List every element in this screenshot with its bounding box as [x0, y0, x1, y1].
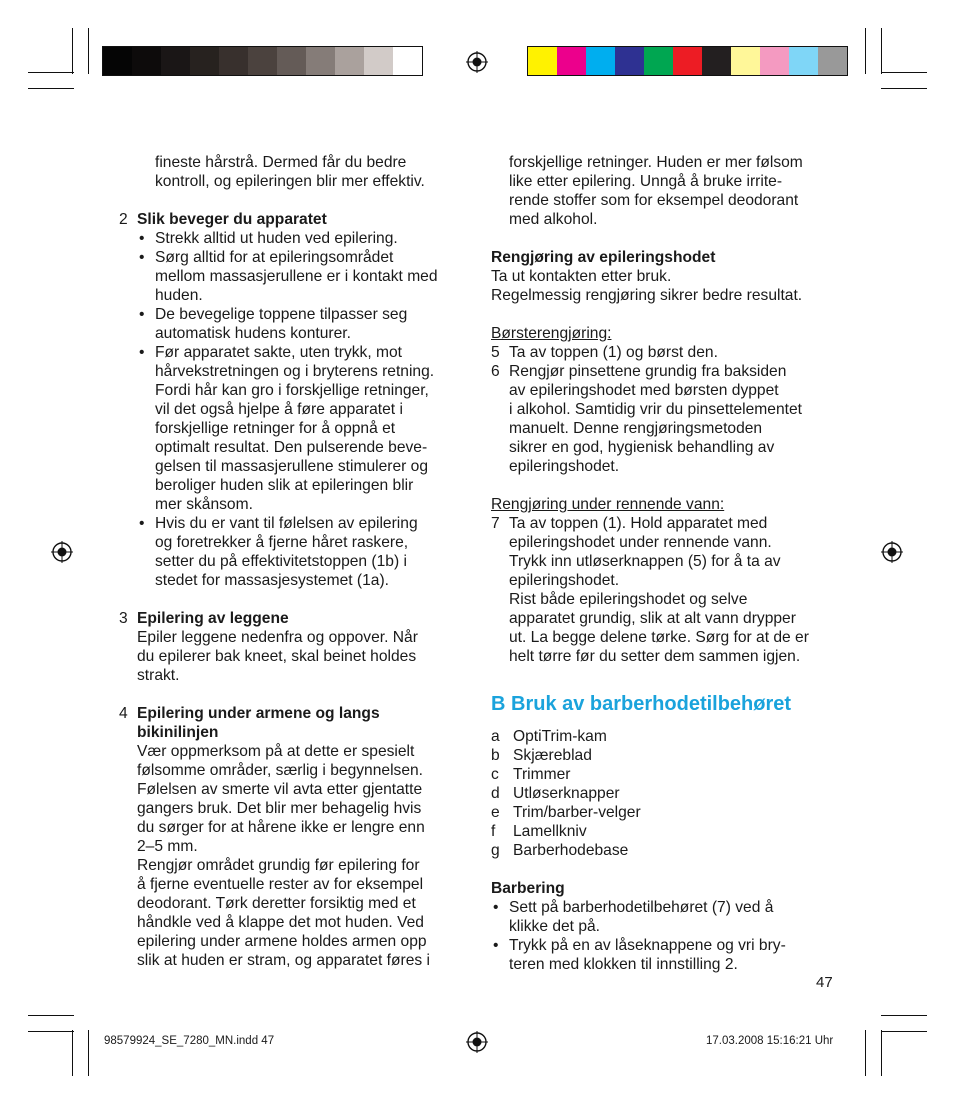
- body-text: [491, 153, 841, 229]
- gray-swatch: [277, 47, 306, 75]
- text-line: Rist både epileringshodet og selve: [509, 591, 748, 608]
- crop-mark: [881, 28, 882, 74]
- part-letter: f: [491, 823, 496, 840]
- left-column: [119, 153, 464, 970]
- text-line: gangers bruk. Det blir mer behagelig hvis: [137, 800, 422, 817]
- bullet-item: [491, 898, 841, 936]
- bullet-icon: •: [139, 344, 145, 361]
- text-line: Vær oppmerksom på at dette er spesielt: [137, 743, 415, 760]
- text-line: slik at huden er stram, og apparatet føres i: [137, 952, 430, 969]
- part-letter: b: [491, 747, 500, 764]
- part-name: Trim/barber-velger: [513, 804, 641, 821]
- text-line: epileringshodet.: [509, 458, 620, 475]
- crop-mark: [881, 1015, 927, 1016]
- body-text: fineste hårstrå. Dermed får du bedre: [155, 154, 407, 171]
- crop-mark: [28, 88, 74, 89]
- text-line: Ta ut kontakten etter bruk.: [491, 268, 672, 285]
- text-line: beroliger huden slik at epileringen blir: [155, 477, 414, 494]
- registration-mark-icon: [466, 51, 488, 73]
- text-line: følsomme områder, særlig i begynnelsen.: [137, 762, 424, 779]
- part-name: Lamellkniv: [513, 823, 587, 840]
- gray-swatch: [393, 47, 422, 75]
- part-letter: d: [491, 785, 500, 802]
- gray-swatch: [364, 47, 393, 75]
- bullet-item: [137, 248, 464, 305]
- part-name: OptiTrim-kam: [513, 728, 607, 745]
- bullet-icon: •: [139, 249, 145, 266]
- text-line: og foretrekker å fjerne håret raskere,: [155, 534, 409, 551]
- text-line: med alkohol.: [509, 211, 598, 228]
- text-line: Sett på barberhodetilbehøret (7) ved å: [509, 899, 774, 916]
- text-line: optimalt resultat. Den pulserende beve-: [155, 439, 428, 456]
- subheading: Barbering: [491, 880, 565, 897]
- gray-swatch: [103, 47, 132, 75]
- section-number: 4: [119, 705, 128, 722]
- text-line: klikke det på.: [509, 918, 601, 935]
- numbered-step: [491, 514, 841, 666]
- text-line: Ta av toppen (1) og børst den.: [509, 344, 718, 361]
- section-body: [137, 742, 464, 970]
- bullet-item: [137, 343, 464, 514]
- crop-mark: [28, 1015, 74, 1016]
- bullet-icon: •: [139, 306, 145, 323]
- step-number: 5: [491, 344, 500, 361]
- text-line: du sørger for at hårene ikke er lengre enn: [137, 819, 425, 836]
- text-line: epileringshodet under rennende vann.: [509, 534, 772, 551]
- color-swatch: [702, 47, 731, 75]
- step-number: 6: [491, 363, 500, 380]
- text-line: huden.: [155, 287, 203, 304]
- registration-mark-icon: [881, 541, 903, 563]
- color-swatch: [673, 47, 702, 75]
- gray-swatch: [335, 47, 364, 75]
- text-line: forskjellige retninger. Huden er mer følsom: [509, 154, 803, 171]
- text-line: mellom massasjerullene er i kontakt med: [155, 268, 438, 285]
- part-name: Barberhodebase: [513, 842, 629, 859]
- color-swatch: [760, 47, 789, 75]
- bullet-item: [137, 514, 464, 590]
- part-name: Skjæreblad: [513, 747, 592, 764]
- text-line: å fjerne eventuelle rester av for eksempel: [137, 876, 424, 893]
- text-line: vil det også hjelpe å føre apparatet i: [155, 401, 403, 418]
- text-line: stedet for massasjesystemet (1a).: [155, 572, 389, 589]
- crop-mark: [881, 1031, 927, 1032]
- right-column: [491, 153, 841, 974]
- text-line: sikrer en god, hygienisk behandling av: [509, 439, 775, 456]
- bullet-item: [137, 305, 464, 343]
- gray-swatch: [161, 47, 190, 75]
- process-color-bar: [527, 46, 848, 76]
- color-swatch: [557, 47, 586, 75]
- registration-mark-icon: [51, 541, 73, 563]
- crop-mark: [881, 88, 927, 89]
- registration-mark-icon: [466, 1031, 488, 1053]
- text-line: Sørg alltid for at epileringsområdet: [155, 249, 394, 266]
- text-line: Epiler leggene nedenfra og oppover. Når: [137, 629, 418, 646]
- part-letter: g: [491, 842, 500, 859]
- text-line: du epilerer bak kneet, skal beinet holdes: [137, 648, 417, 665]
- color-swatch: [731, 47, 760, 75]
- bullet-item: [491, 936, 841, 974]
- text-line: Hvis du er vant til følelsen av epilering: [155, 515, 418, 532]
- crop-mark: [865, 28, 866, 74]
- gray-swatch: [219, 47, 248, 75]
- text-line: Fordi hår kan gro i forskjellige retninger,: [155, 382, 429, 399]
- step-number: 7: [491, 515, 500, 532]
- text-line: manuelt. Denne rengjøringsmetoden: [509, 420, 763, 437]
- bullet-icon: •: [139, 515, 145, 532]
- slug-timestamp: 17.03.2008 15:16:21 Uhr: [706, 1035, 834, 1047]
- bullet-icon: •: [493, 937, 499, 954]
- color-swatch: [615, 47, 644, 75]
- color-swatch: [528, 47, 557, 75]
- parts-list: [491, 727, 841, 860]
- subheading-underlined: Børsterengjøring:: [491, 325, 612, 342]
- text-line: 2–5 mm.: [137, 838, 198, 855]
- text-line: Regelmessig rengjøring sikrer bedre resultat.: [491, 287, 803, 304]
- crop-mark: [72, 1030, 73, 1076]
- text-line: epilering under armene holdes armen opp: [137, 933, 427, 950]
- section-heading: Epilering under armene og langs: [137, 705, 380, 722]
- text-line: Rengjør pinsettene grundig fra baksiden: [509, 363, 787, 380]
- bullet-icon: •: [493, 899, 499, 916]
- text-line: Følelsen av smerte vil avta etter gjentatte: [137, 781, 423, 798]
- text-line: setter du på effektivitetstoppen (1b) i: [155, 553, 407, 570]
- text-line: apparatet grundig, slik at alt vann drypper: [509, 610, 796, 627]
- section-heading: Slik beveger du apparatet: [137, 211, 327, 228]
- numbered-step: [491, 362, 841, 476]
- numbered-step: [491, 343, 841, 362]
- color-swatch: [644, 47, 673, 75]
- text-line: mer skånsom.: [155, 496, 253, 513]
- gray-swatch: [132, 47, 161, 75]
- page-number: 47: [816, 974, 833, 991]
- text-line: teren med klokken til innstilling 2.: [509, 956, 738, 973]
- text-line: ut. La begge delene tørke. Sørg for at de er: [509, 629, 809, 646]
- crop-mark: [881, 72, 927, 73]
- text-line: Før apparatet sakte, uten trykk, mot: [155, 344, 402, 361]
- text-line: forskjellige retninger for å oppnå et: [155, 420, 396, 437]
- text-line: deodorant. Tørk deretter forsiktig med et: [137, 895, 416, 912]
- text-line: epileringshodet.: [509, 572, 620, 589]
- crop-mark: [88, 1030, 89, 1076]
- part-name: Trimmer: [513, 766, 571, 783]
- part-letter: a: [491, 728, 500, 745]
- crop-mark: [865, 1030, 866, 1076]
- section-body: [137, 628, 464, 685]
- text-line: Strekk alltid ut huden ved epilering.: [155, 230, 398, 247]
- text-line: automatisk hudens konturer.: [155, 325, 351, 342]
- subheading-underlined: Rengjøring under rennende vann:: [491, 496, 725, 513]
- text-line: De bevegelige toppene tilpasser seg: [155, 306, 408, 323]
- text-line: i alkohol. Samtidig vrir du pinsettelementet: [509, 401, 802, 418]
- crop-mark: [881, 1030, 882, 1076]
- section-number: 2: [119, 211, 128, 228]
- subheading: Rengjøring av epileringshodet: [491, 249, 716, 266]
- crop-mark: [28, 72, 74, 73]
- bullet-item: [137, 229, 464, 248]
- part-name: Utløserknapper: [513, 785, 620, 802]
- slug-filename: 98579924_SE_7280_MN.indd 47: [104, 1035, 275, 1047]
- crop-mark: [88, 28, 89, 74]
- gray-swatch: [190, 47, 219, 75]
- text-line: håndkle ved å klappe det mot huden. Ved: [137, 914, 424, 931]
- bullet-list: [491, 898, 841, 974]
- color-swatch: [586, 47, 615, 75]
- section-number: 3: [119, 610, 128, 627]
- part-letter: e: [491, 804, 500, 821]
- section-heading: Epilering av leggene: [137, 610, 289, 627]
- text-line: gelsen til massasjerullene stimulerer og: [155, 458, 429, 475]
- text-line: Trykk inn utløserknappen (5) for å ta av: [509, 553, 781, 570]
- color-swatch: [818, 47, 847, 75]
- text-line: av epileringshodet med børsten dyppet: [509, 382, 779, 399]
- body-text: [491, 267, 841, 305]
- grayscale-color-bar: [102, 46, 423, 76]
- gray-swatch: [248, 47, 277, 75]
- gray-swatch: [306, 47, 335, 75]
- section-heading: bikinilinjen: [137, 724, 219, 741]
- text-line: rende stoffer som for eksempel deodorant: [509, 192, 799, 209]
- crop-mark: [72, 28, 73, 74]
- section-heading-b: B Bruk av barberhodetilbehøret: [491, 693, 792, 715]
- part-letter: c: [491, 766, 499, 783]
- color-swatch: [789, 47, 818, 75]
- body-text: kontroll, og epileringen blir mer effektiv.: [155, 173, 425, 190]
- bullet-list: [137, 229, 464, 590]
- text-line: like etter epilering. Unngå å bruke irrite-: [509, 173, 783, 190]
- text-line: hårvekstretningen og i bryterens retning.: [155, 363, 435, 380]
- text-line: Rengjør området grundig før epilering for: [137, 857, 420, 874]
- text-line: helt tørre før du setter dem sammen igjen.: [509, 648, 801, 665]
- text-line: Trykk på en av låseknappene og vri bry-: [509, 937, 786, 954]
- text-line: strakt.: [137, 667, 180, 684]
- bullet-icon: •: [139, 230, 145, 247]
- text-line: Ta av toppen (1). Hold apparatet med: [509, 515, 768, 532]
- crop-mark: [28, 1031, 74, 1032]
